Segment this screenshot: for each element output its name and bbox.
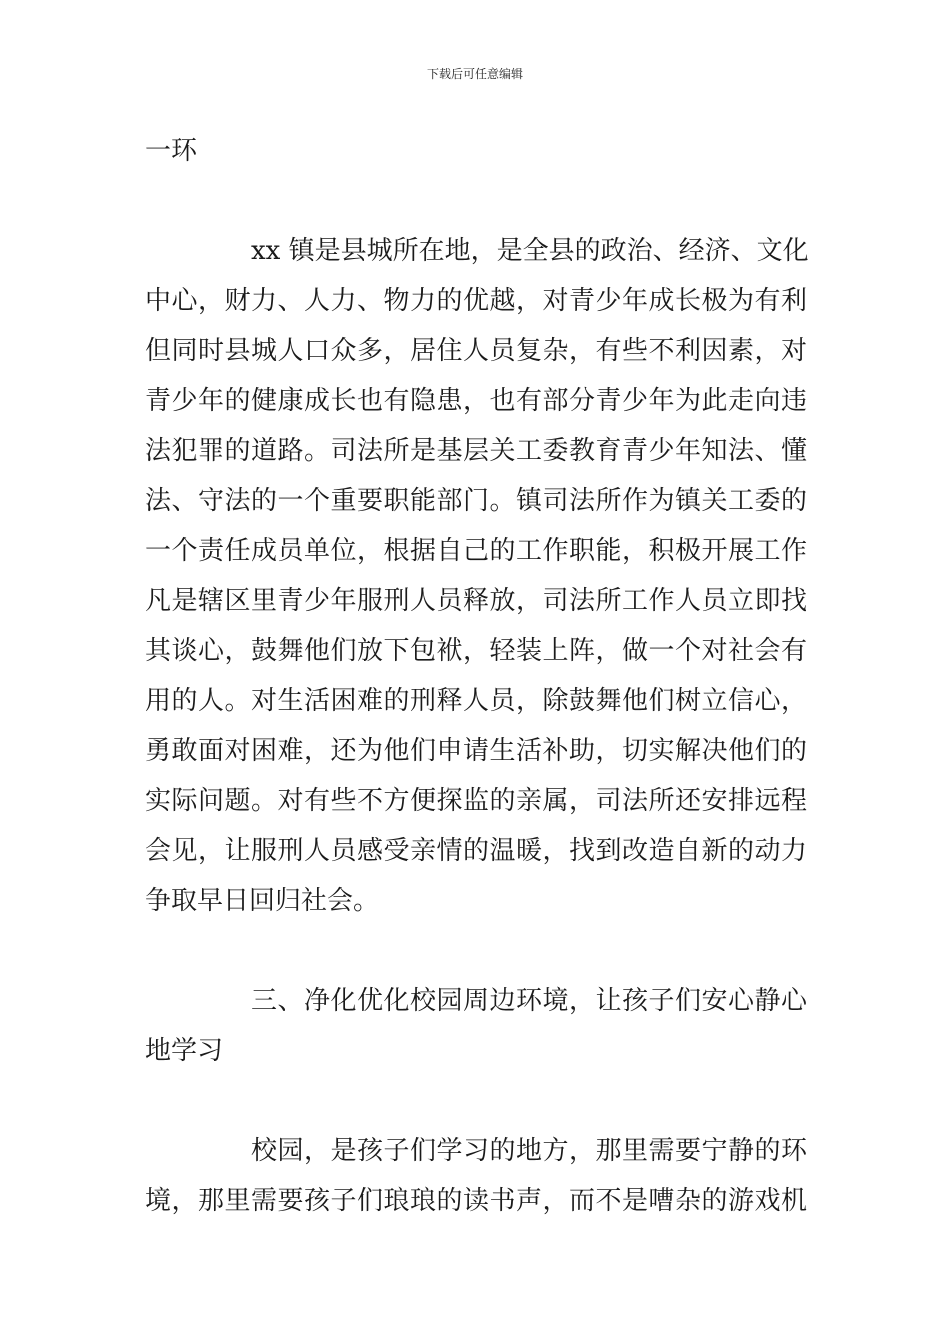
paragraph-line: 中心，财力、人力、物力的优越，对青少年成长极为有利 bbox=[145, 286, 807, 316]
paragraph-line: 法犯罪的道路。司法所是基层关工委教育青少年知法、懂 bbox=[145, 436, 807, 466]
heading-line: 三、净化优化校园周边环境，让孩子们安心静心 bbox=[251, 986, 807, 1016]
paragraph-line: 用的人。对生活困难的刑释人员，除鼓舞他们树立信心， bbox=[145, 686, 807, 716]
paragraph-spacer bbox=[145, 176, 807, 226]
paragraph-line: 法、守法的一个重要职能部门。镇司法所作为镇关工委的 bbox=[145, 486, 807, 516]
paragraph-line: xx 镇是县城所在地，是全县的政治、经济、文化 bbox=[251, 236, 809, 266]
paragraph-line: 一个责任成员单位，根据自己的工作职能，积极开展工作 bbox=[145, 536, 807, 566]
paragraph-spacer bbox=[145, 926, 807, 976]
paragraph-line: 青少年的健康成长也有隐患，也有部分青少年为此走向违 bbox=[145, 386, 807, 416]
fragment-line: 一环 bbox=[145, 136, 198, 166]
paragraph-line: 但同时县城人口众多，居住人员复杂，有些不利因素，对 bbox=[145, 336, 807, 366]
paragraph-campus bbox=[145, 1126, 807, 1226]
document-body bbox=[145, 126, 807, 1226]
paragraph-line: 争取早日回归社会。 bbox=[145, 886, 380, 916]
paragraph-line: 境，那里需要孩子们琅琅的读书声，而不是嘈杂的游戏机 bbox=[145, 1186, 807, 1216]
paragraph-line: 校园，是孩子们学习的地方，那里需要宁静的环 bbox=[251, 1136, 807, 1166]
paragraph-line: 勇敢面对困难，还为他们申请生活补助，切实解决他们的 bbox=[145, 736, 807, 766]
heading-line: 地学习 bbox=[145, 1036, 224, 1066]
paragraph-line: 实际问题。对有些不方便探监的亲属，司法所还安排远程 bbox=[145, 786, 807, 816]
paragraph-line: 凡是辖区里青少年服刑人员释放，司法所工作人员立即找 bbox=[145, 586, 807, 616]
paragraph-line: 会见，让服刑人员感受亲情的温暖，找到改造自新的动力 bbox=[145, 836, 807, 866]
paragraph-justice bbox=[145, 226, 807, 926]
paragraph-spacer bbox=[145, 1076, 807, 1126]
page-header: 下载后可任意编辑 bbox=[426, 67, 523, 81]
section-heading bbox=[145, 976, 807, 1076]
paragraph-line: 其谈心，鼓舞他们放下包袱，轻装上阵，做一个对社会有 bbox=[145, 636, 807, 666]
